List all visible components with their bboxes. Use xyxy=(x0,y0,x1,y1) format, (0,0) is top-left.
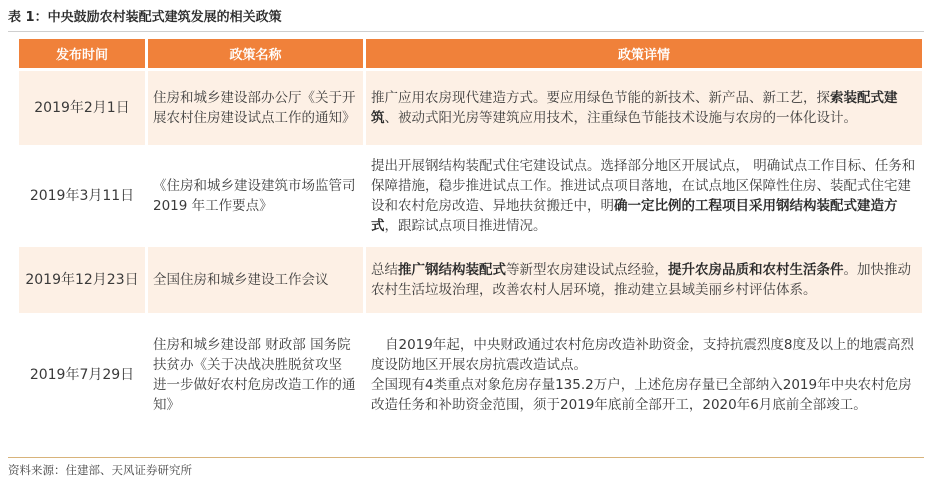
source-note: 资料来源：住建部、天风证券研究所 xyxy=(8,463,192,477)
table-row xyxy=(19,71,922,145)
policy-detail: 总结推广钢结构装配式等新型农房建设试点经验，提升农房品质和农村生活条件。加快推动农村生活垃圾治理，改善农村人居环境，推动建立县域美丽乡村评估体系。 xyxy=(366,247,922,313)
policy-table xyxy=(16,36,925,437)
policy-detail: 自2019年起，中央财政通过农村危房改造补助资金，支持抗震烈度8度及以上的地震高烈度设防地区开展农房抗震改造试点。 全国现有4类重点对象危房存量135.2万户，上述危房存量已全部纳入2019年中央农村危房改造任务和补助资金范围，须于2019年底前全部开工，2020年6月底前全部竣工。 xyxy=(366,316,922,434)
policy-name: 住房和城乡建设部 财政部 国务院扶贫办《关于决战决胜脱贫攻坚 进一步做好农村危房改造工作的通知》 xyxy=(148,316,363,434)
release-date: 2019年12月23日 xyxy=(19,247,145,313)
table-row xyxy=(19,316,922,434)
highlight-text: 推广钢结构装配式 xyxy=(398,262,506,278)
highlight-text: 索装配式建筑 xyxy=(371,90,898,126)
policy-name: 《住房和城乡建设建筑市场监管司 2019 年工作要点》 xyxy=(148,148,363,244)
policy-detail: 推广应用农房现代建造方式。要应用绿色节能的新技术、新产品、新工艺，探索装配式建筑、被动式阳光房等建筑应用技术，注重绿色节能技术设施与农房的一体化设计。 xyxy=(366,71,922,145)
header-release-date: 发布时间 xyxy=(19,39,145,68)
table-row xyxy=(19,247,922,313)
highlight-text: 确一定比例的工程项目采用钢结构装配式建造方式 xyxy=(371,198,898,234)
table-row xyxy=(19,148,922,244)
table-header-row xyxy=(19,39,922,68)
highlight-text: 提升农房品质和农村生活条件 xyxy=(668,262,844,278)
release-date: 2019年7月29日 xyxy=(19,316,145,434)
footer-divider xyxy=(8,457,924,458)
header-policy-detail: 政策详情 xyxy=(366,39,922,68)
policy-name: 全国住房和城乡建设工作会议 xyxy=(148,247,363,313)
header-policy-name: 政策名称 xyxy=(148,39,363,68)
policy-detail: 提出开展钢结构装配式住宅建设试点。选择部分地区开展试点， 明确试点工作目标、任务和保障措施，稳步推进试点工作。推进试点项目落地，在试点地区保障性住房、装配式住宅建设和农村危房改造、异地扶贫搬迁中，明确一定比例的工程项目采用钢结构装配式建造方式，跟踪试点项目推进情况。 xyxy=(366,148,922,244)
release-date: 2019年3月11日 xyxy=(19,148,145,244)
release-date: 2019年2月1日 xyxy=(19,71,145,145)
table-caption: 表 1：中央鼓励农村装配式建筑发展的相关政策 xyxy=(8,10,282,25)
policy-name: 住房和城乡建设部办公厅《关于开展农村住房建设试点工作的通知》 xyxy=(148,71,363,145)
caption-divider xyxy=(8,31,924,32)
